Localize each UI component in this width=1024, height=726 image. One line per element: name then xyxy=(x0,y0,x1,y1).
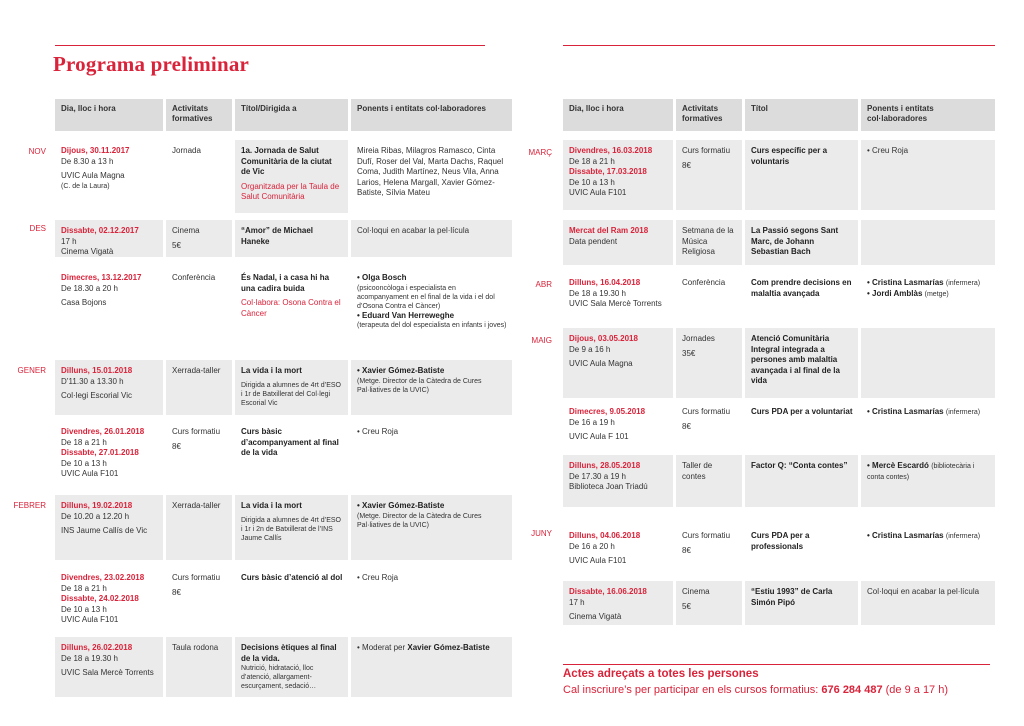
activity-cell xyxy=(166,567,232,631)
speaker-role: (Metge. Director de la Càtedra de Cures Pal·liatives de la UVIC) xyxy=(357,377,482,394)
month-label-gener: GENER xyxy=(17,366,46,375)
table-row xyxy=(563,272,995,320)
event-date: Divendres, 23.02.2018 xyxy=(61,573,145,582)
activity-type: Curs formatiu xyxy=(682,531,731,540)
activity-price: 8€ xyxy=(682,421,691,431)
event-time: 17 h xyxy=(61,236,77,246)
date-cell xyxy=(563,455,673,507)
event-time: Data pendent xyxy=(569,236,618,246)
event-title: Curs bàsic d’atenció al dol xyxy=(241,573,343,582)
event-time: De 10.20 a 12.20 h xyxy=(61,511,130,521)
date-cell xyxy=(55,220,163,257)
event-place: UVIC Aula Magna xyxy=(569,359,633,368)
speaker-role: (metge) xyxy=(924,290,949,298)
event-time: De 10 a 13 h xyxy=(61,458,107,468)
month-label-febrer: FEBRER xyxy=(13,501,46,510)
title-cell xyxy=(745,220,858,265)
speakers-cell: Col·loqui en acabar la pel·lícula xyxy=(861,581,995,625)
event-organizer: Organitzada per la Taula de Salut Comunitària xyxy=(241,181,340,201)
event-title: Atenció Comunitària Integral integrada a persones amb malaltia avançada i al final de la vida xyxy=(751,334,840,385)
event-date: Dissabte, 17.03.2018 xyxy=(569,167,647,176)
speakers-cell: Col·loqui en acabar la pel·lícula xyxy=(351,220,512,257)
title-cell xyxy=(745,272,858,320)
table-row xyxy=(55,220,512,257)
activity-price: 35€ xyxy=(682,348,696,358)
date-cell xyxy=(563,220,673,265)
date-cell xyxy=(55,567,163,631)
title-cell xyxy=(745,581,858,625)
activity-type: Curs formatiu xyxy=(682,407,731,416)
event-audience: Dirigida a alumnes de 4rt d’ESO i 1r de Batxillerat del Col·legi Escorial Vic xyxy=(241,381,341,407)
event-subtitle: Nutrició, hidratació, lloc d’atenció, allargament-escurçament, sedació… xyxy=(241,665,317,690)
speaker-name: • Cristina Lasmarías xyxy=(867,531,944,540)
event-title: La Passió segons Sant Marc, de Johann Sebastian Bach xyxy=(751,226,839,256)
event-time: De 18 a 19.30 h xyxy=(61,653,118,663)
title-cell xyxy=(745,401,858,451)
table-row xyxy=(563,140,995,210)
event-date: Divendres, 26.01.2018 xyxy=(61,427,145,436)
speaker-name: • Eduard Van Herreweghe xyxy=(357,310,455,320)
activity-price: 8€ xyxy=(682,160,691,170)
event-time: De 8.30 a 13 h xyxy=(61,156,114,166)
event-place: UVIC Aula F101 xyxy=(61,469,119,478)
event-place: UVIC Sala Mercè Torrents xyxy=(61,668,154,677)
title-cell xyxy=(235,421,348,483)
activity-type: Curs formatiu xyxy=(172,573,221,582)
activity-cell: Conferència xyxy=(682,278,726,287)
event-date: Dilluns, 16.04.2018 xyxy=(569,278,641,287)
event-place: INS Jaume Callís de Vic xyxy=(61,526,148,535)
top-rule-left xyxy=(55,45,485,46)
title-cell xyxy=(235,140,348,213)
title-cell xyxy=(235,267,348,347)
event-date: Dilluns, 28.05.2018 xyxy=(569,461,641,470)
date-cell xyxy=(563,328,673,398)
title-cell xyxy=(745,525,858,573)
activity-type: Cinema xyxy=(682,587,710,596)
table-row xyxy=(55,495,512,560)
speaker-role: (infermera) xyxy=(945,533,981,540)
table-row xyxy=(563,328,995,398)
activity-cell: Xerrada-taller xyxy=(166,360,232,415)
event-place: UVIC Aula F101 xyxy=(61,615,119,624)
speaker-name: • Mercè Escardó xyxy=(867,461,929,470)
speaker-name: • Xavier Gómez-Batiste xyxy=(357,366,445,375)
header-date: Dia, lloc i hora xyxy=(563,99,673,131)
activity-cell: Taula rodona xyxy=(166,637,232,697)
page-title: Programa preliminar xyxy=(53,52,250,76)
date-cell xyxy=(55,637,163,697)
event-place: Casa Bojons xyxy=(61,298,107,307)
speakers-cell xyxy=(861,272,995,320)
registration-text: Cal inscriure’s per participar en els cursos formatius: xyxy=(563,684,819,696)
speakers-cell: Mireia Ribas, Milagros Ramasco, Cinta Dufí, Roser del Val, Marta Dachs, Raquel Coma, Judith Martínez, Neus Vila, Anna Larios, Helena Margall, Xavier Gómez-Batiste, Sílvia Mateu xyxy=(357,146,504,197)
table-row xyxy=(563,581,995,625)
event-place: UVIC Aula Magna xyxy=(61,171,125,180)
event-title: Curs PDA per a professionals xyxy=(751,531,810,551)
speaker-name: • Cristina Lasmarías xyxy=(867,278,944,287)
activity-cell xyxy=(166,220,232,257)
event-title: 1a. Jornada de Salut Comunitària de la ciutat de Vic xyxy=(241,146,332,176)
month-label-marc: MARÇ xyxy=(528,148,552,157)
event-title: Factor Q: “Conta contes” xyxy=(751,461,848,470)
event-date: Mercat del Ram 2018 xyxy=(569,226,649,235)
header-activity: Activitats formatives xyxy=(676,99,742,131)
speaker-role: (infermera) xyxy=(945,409,981,416)
event-title: “Estiu 1993” de Carla Simón Pipó xyxy=(751,587,833,607)
month-label-abr: ABR xyxy=(535,280,552,289)
date-cell xyxy=(55,140,163,213)
date-cell xyxy=(563,272,673,320)
event-place: UVIC Aula F101 xyxy=(569,556,627,565)
date-cell xyxy=(563,401,673,451)
header-title: Títol xyxy=(745,99,858,131)
date-cell xyxy=(563,140,673,210)
event-place: Cinema Vigatà xyxy=(569,612,622,621)
date-cell xyxy=(55,495,163,560)
event-title: És Nadal, i a casa hi ha una cadira buida xyxy=(241,273,330,293)
date-cell xyxy=(563,581,673,625)
speaker-name: • Xavier Gómez-Batiste xyxy=(357,501,445,510)
event-time: De 10 a 13 h xyxy=(61,604,107,614)
title-cell xyxy=(235,495,348,560)
speakers-cell: • Creu Roja xyxy=(357,427,399,436)
event-time: De 18 a 21 h xyxy=(569,156,615,166)
event-date: Dijous, 30.11.2017 xyxy=(61,146,130,155)
event-title: Curs bàsic d’acompanyament al final de la vida xyxy=(241,427,339,457)
event-date: Dissabte, 27.01.2018 xyxy=(61,448,139,457)
header-date: Dia, lloc i hora xyxy=(55,99,163,131)
event-title: Curs PDA per a voluntariat xyxy=(751,407,853,416)
activity-type: Curs formatiu xyxy=(682,146,731,155)
header-title: Títol/Dirigida a xyxy=(235,99,348,131)
table-row xyxy=(563,525,995,573)
date-cell xyxy=(55,267,163,347)
event-place: UVIC Aula F101 xyxy=(569,188,627,197)
event-title: Decisions ètiques al final de la vida. xyxy=(241,643,337,663)
top-rule-right xyxy=(563,45,995,46)
speakers-cell xyxy=(861,525,995,573)
speakers-cell xyxy=(861,455,995,507)
table-row xyxy=(55,637,512,697)
activity-price: 8€ xyxy=(172,587,181,597)
activity-cell: Jornada xyxy=(172,146,201,155)
event-date: Dimecres, 13.12.2017 xyxy=(61,273,142,282)
event-place: UVIC Sala Mercè Torrents xyxy=(569,299,662,308)
event-time: D’11.30 a 13.30 h xyxy=(61,376,124,386)
event-date: Dimecres, 9.05.2018 xyxy=(569,407,646,416)
speaker-role: (bibliotecària i conta contes) xyxy=(867,463,975,481)
event-date: Dijous, 03.05.2018 xyxy=(569,334,638,343)
event-time: De 18.30 a 20 h xyxy=(61,283,118,293)
event-time: De 17.30 a 19 h xyxy=(569,471,626,481)
event-time: De 10 a 13 h xyxy=(569,177,615,187)
event-date: Dissabte, 16.06.2018 xyxy=(569,587,647,596)
speakers-cell xyxy=(861,220,995,265)
speakers-cell: • Creu Roja xyxy=(861,140,995,210)
title-cell xyxy=(235,637,348,697)
month-label-des: DES xyxy=(29,224,46,233)
event-audience: Dirigida a alumnes de 4rt d’ESO i 1r i 2n de Batxillerat de l’INS Jaume Callís xyxy=(241,516,341,542)
activity-cell: Setmana de la Música Religiosa xyxy=(676,220,742,265)
event-time: De 9 a 16 h xyxy=(569,344,611,354)
date-cell xyxy=(55,360,163,415)
month-label-juny: JUNY xyxy=(531,529,552,538)
event-place-detail: (C. de la Laura) xyxy=(61,182,110,190)
event-date: Dilluns, 15.01.2018 xyxy=(61,366,133,375)
event-time: De 18 a 21 h xyxy=(61,583,107,593)
speaker-name: • Olga Bosch xyxy=(357,273,407,282)
event-date: Dissabte, 24.02.2018 xyxy=(61,594,139,603)
event-place: UVIC Aula F 101 xyxy=(569,432,629,441)
month-label-maig: MAIG xyxy=(531,336,552,345)
activity-cell xyxy=(676,328,742,398)
phone-number: 676 284 487 xyxy=(821,684,883,696)
title-cell xyxy=(745,328,858,398)
title-cell xyxy=(745,140,858,210)
title-cell xyxy=(235,567,348,631)
footer-rule xyxy=(563,664,990,665)
table-row xyxy=(563,220,995,265)
activity-type: Jornades xyxy=(682,334,715,343)
speakers-cell: • Creu Roja xyxy=(357,573,399,582)
speaker-role: (psicooncòloga i especialista en acompanyament en el final de la vida i el dol d’Osona Contra el Càncer) xyxy=(357,284,495,310)
activity-cell: Xerrada-taller xyxy=(166,495,232,560)
header-activity: Activitats formatives xyxy=(166,99,232,131)
header-speakers: Ponents i entitats col·laboradores xyxy=(861,99,995,131)
activity-cell xyxy=(676,401,742,451)
speaker-role: (terapeuta del dol especialista en infants i joves) xyxy=(357,322,507,329)
activity-cell xyxy=(676,140,742,210)
table-row xyxy=(563,401,995,451)
event-date: Dissabte, 02.12.2017 xyxy=(61,226,139,235)
footer-registration xyxy=(563,684,948,696)
activity-cell xyxy=(676,525,742,573)
event-time: De 16 a 19 h xyxy=(569,417,615,427)
table-row xyxy=(55,567,512,631)
title-cell xyxy=(745,455,858,507)
table-row xyxy=(55,360,512,415)
activity-cell: Conferència xyxy=(172,273,216,282)
event-title: “Amor” de Michael Haneke xyxy=(241,226,314,246)
event-time: De 18 a 21 h xyxy=(61,437,107,447)
moderator-name: Xavier Gómez-Batiste xyxy=(407,643,490,652)
event-title: Curs específic per a voluntaris xyxy=(751,146,828,166)
footer-title: Actes adreçats a totes les persones xyxy=(563,668,759,680)
table-row xyxy=(55,421,512,483)
speakers-cell xyxy=(351,495,512,560)
speaker-role: (infermera) xyxy=(945,280,981,287)
month-label-nov: NOV xyxy=(28,147,46,156)
event-title: La vida i la mort xyxy=(241,501,302,510)
event-place: Col·legi Escorial Vic xyxy=(61,391,132,400)
event-time: 17 h xyxy=(569,597,585,607)
registration-hours: (de 9 a 17 h) xyxy=(885,684,949,696)
activity-type: Curs formatiu xyxy=(172,427,221,436)
activity-price: 5€ xyxy=(682,601,691,611)
event-date: Divendres, 16.03.2018 xyxy=(569,146,653,155)
speakers-cell xyxy=(351,637,512,697)
activity-price: 5€ xyxy=(172,240,181,250)
event-organizer: Col·labora: Osona Contra el Càncer xyxy=(241,298,341,318)
speaker-name: • Jordi Amblàs xyxy=(867,288,923,298)
event-place: Biblioteca Joan Triadú xyxy=(569,482,648,491)
header-speakers: Ponents i entitats col·laboradores xyxy=(351,99,512,131)
speakers-cell xyxy=(861,328,995,398)
speakers-cell xyxy=(351,267,512,347)
title-cell xyxy=(235,360,348,415)
speakers-cell xyxy=(351,360,512,415)
speaker-name: • Cristina Lasmarías xyxy=(867,407,944,416)
speakers-cell xyxy=(861,401,995,451)
event-date: Dilluns, 04.06.2018 xyxy=(569,531,641,540)
activity-cell xyxy=(166,421,232,483)
event-place: Cinema Vigatà xyxy=(61,247,114,256)
title-cell xyxy=(235,220,348,257)
event-date: Dilluns, 19.02.2018 xyxy=(61,501,133,510)
moderator-label: • Moderat per xyxy=(357,643,406,652)
table-row xyxy=(55,267,512,347)
activity-cell xyxy=(676,581,742,625)
event-date: Dilluns, 26.02.2018 xyxy=(61,643,133,652)
date-cell xyxy=(55,421,163,483)
event-time: De 16 a 20 h xyxy=(569,541,615,551)
event-time: De 18 a 19.30 h xyxy=(569,288,626,298)
table-row xyxy=(563,455,995,507)
activity-cell: Taller de contes xyxy=(676,455,742,507)
activity-price: 8€ xyxy=(172,441,181,451)
event-title: Com prendre decisions en malaltia avançada xyxy=(751,278,852,298)
activity-price: 8€ xyxy=(682,545,691,555)
event-title: La vida i la mort xyxy=(241,366,302,375)
table-row xyxy=(55,140,512,213)
date-cell xyxy=(563,525,673,573)
speaker-role: (Metge. Director de la Càtedra de Cures Pal·liatives de la UVIC) xyxy=(357,512,482,529)
activity-type: Cinema xyxy=(172,226,200,235)
